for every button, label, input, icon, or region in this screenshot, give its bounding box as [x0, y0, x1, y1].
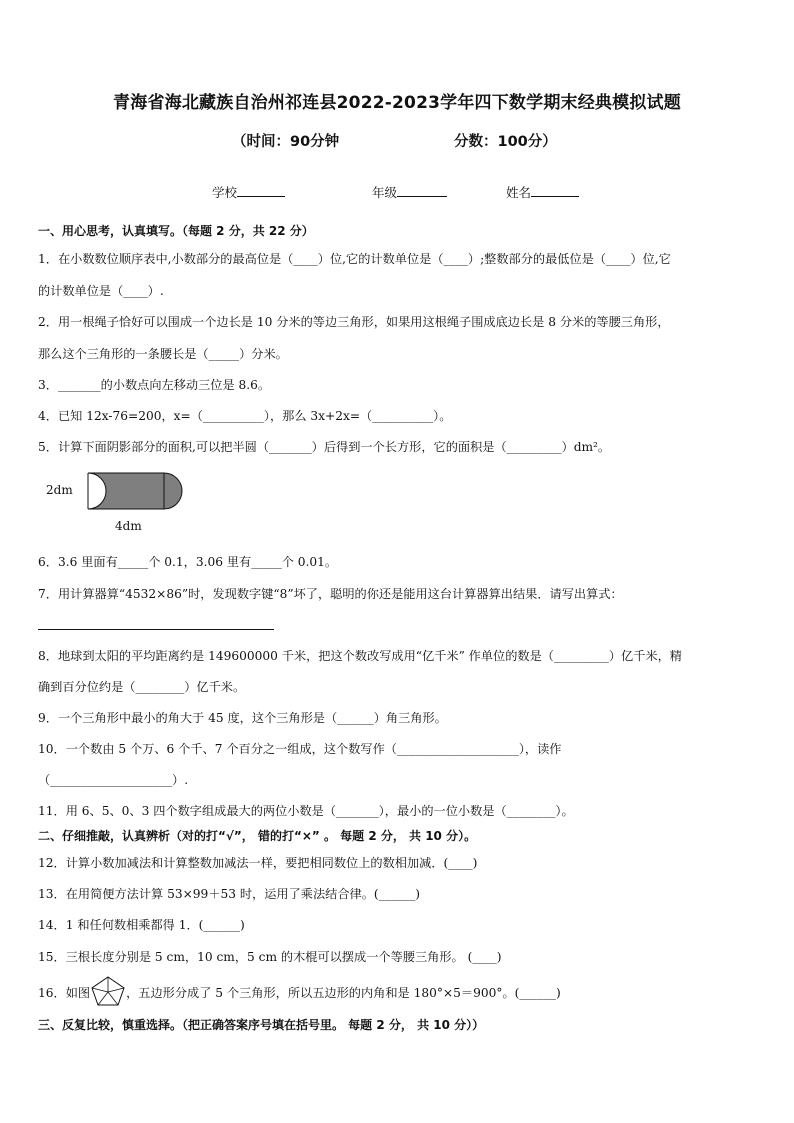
- figure-height-label: 2dm: [46, 483, 73, 497]
- question-14: 14．1 和任何数相乘都得 1．(______): [38, 918, 245, 932]
- question-3: 3．_______的小数点向左移动三位是 8.6。: [38, 378, 271, 392]
- grade-blank[interactable]: [397, 184, 447, 197]
- question-1-line-1: 1．在小数数位顺序表中,小数部分的最高位是（____）位,它的计数单位是（____）;整数部分的最低位是（____）位,它: [38, 252, 671, 266]
- shaded-shape: [86, 471, 186, 511]
- question-16: [38, 984, 561, 1002]
- question-15: 15．三根长度分别是 5 cm，10 cm，5 cm 的木棍可以摆成一个等腰三角形。 (____): [38, 950, 502, 964]
- pentagon-icon: [90, 976, 126, 1006]
- question-8-line-2: 确到百分位约是（________）亿千米。: [38, 680, 246, 694]
- grade-field: [372, 183, 447, 201]
- name-field: [506, 183, 579, 201]
- question-12: 12．计算小数加减法和计算整数加减法一样，要把相同数位上的数相加减．(____): [38, 856, 478, 870]
- school-label: 学校: [212, 185, 238, 200]
- name-label: 姓名: [506, 185, 532, 200]
- question-10-line-1: 10．一个数由 5 个万、6 个千、7 个百分之一组成，这个数写作（____________________），读作: [38, 742, 562, 756]
- school-blank[interactable]: [237, 184, 285, 197]
- question-1-line-2: 的计数单位是（____）.: [38, 284, 164, 298]
- question-5: 5．计算下面阴影部分的面积,可以把半圆（_______）后得到一个长方形，它的面积是（_________）dm²。: [38, 440, 611, 454]
- exam-title: 青海省海北藏族自治州祁连县2022-2023学年四下数学期末经典模拟试题: [113, 93, 681, 113]
- question-16-text: ，五边形分成了 5 个三角形，所以五边形的内角和是 180°×5＝900°。(______): [126, 986, 561, 1000]
- question-8-line-1: 8．地球到太阳的平均距离约是 149600000 千米，把这个数改写成用“亿千米” 作单位的数是（_________）亿千米，精: [38, 649, 682, 663]
- question-4: 4．已知 12x-76=200，x=（__________），那么 3x+2x=（__________）。: [38, 409, 452, 423]
- section-2-heading: 二、仔细推敲，认真辨析（对的打“√”， 错的打“×” 。 每题 2 分， 共 10 分）。: [38, 829, 477, 843]
- question-2-line-2: 那么这个三角形的一条腰长是（_____）分米。: [38, 347, 288, 361]
- exam-time: （时间：90分钟: [232, 134, 340, 150]
- question-7: 7．用计算器算“4532×86”时，发现数字键“8”坏了，聪明的你还是能用这台计算器算出结果．请写出算式：: [38, 587, 623, 601]
- question-9: 9．一个三角形中最小的角大于 45 度，这个三角形是（______）角三角形。: [38, 711, 447, 725]
- question-7-answer-line[interactable]: [38, 628, 274, 630]
- exam-score: 分数：100分）: [454, 134, 557, 150]
- grade-label: 年级: [372, 185, 398, 200]
- question-2-line-1: 2．用一根绳子恰好可以围成一个边长是 10 分米的等边三角形，如果用这根绳子围成底边长是 8 分米的等腰三角形，: [38, 315, 670, 329]
- question-16-prefix: 16．如图: [38, 986, 91, 1000]
- section-1-heading: 一、用心思考，认真填写。（每题 2 分，共 22 分）: [38, 224, 314, 238]
- question-11: 11．用 6、5、0、3 四个数字组成最大的两位小数是（_______），最小的一位小数是（________）。: [38, 804, 574, 818]
- question-5-figure: [46, 471, 196, 541]
- section-3-heading: 三、反复比较，慎重选择。（把正确答案序号填在括号里。 每题 2 分， 共 10 分））: [38, 1018, 485, 1032]
- figure-width-label: 4dm: [115, 519, 142, 533]
- school-field: [212, 183, 285, 201]
- question-10-line-2: （____________________）.: [38, 773, 189, 787]
- name-blank[interactable]: [531, 184, 579, 197]
- pentagon-figure: [90, 976, 126, 1002]
- question-13: 13．在用简便方法计算 53×99＋53 时，运用了乘法结合律。(______): [38, 887, 421, 901]
- question-6: 6．3.6 里面有_____个 0.1，3.06 里有_____个 0.01。: [38, 555, 338, 569]
